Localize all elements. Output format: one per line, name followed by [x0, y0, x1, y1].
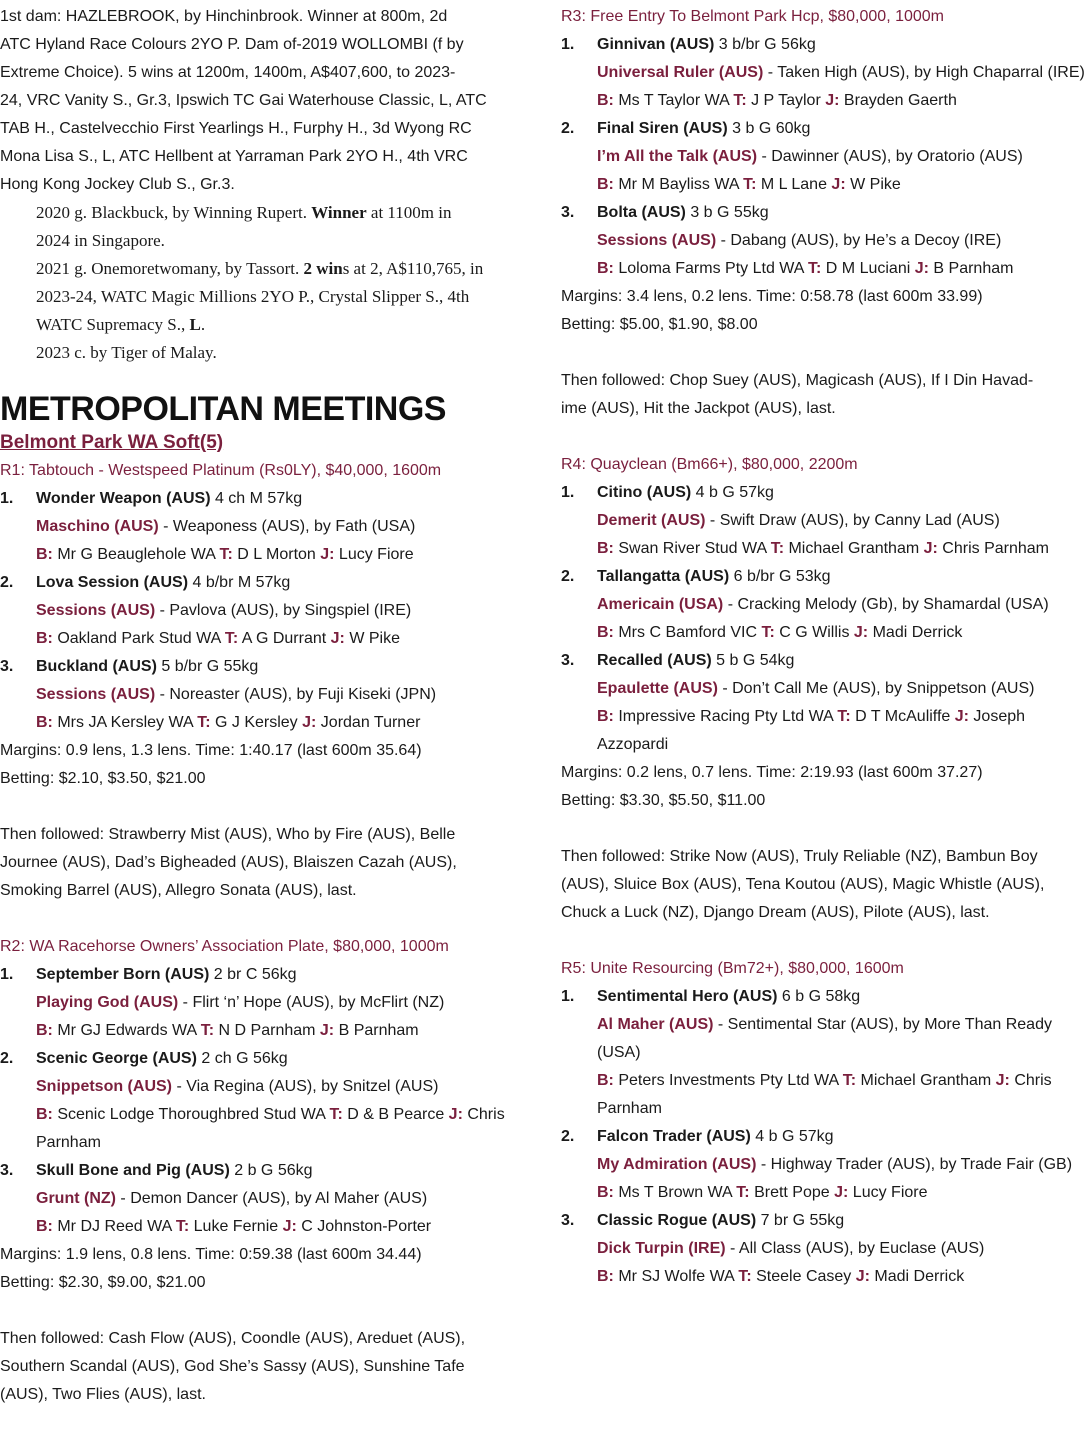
- dam-line: 1st dam: HAZLEBROOK, by Hinchinbrook. Winner at 800m, 2d: [0, 8, 448, 25]
- race-betting: Betting: $3.30, $5.50, $11.00: [561, 792, 766, 809]
- breeder-label: B:: [36, 630, 53, 647]
- race-title: R5: Unite Resourcing (Bm72+), $80,000, 1600m: [561, 960, 904, 977]
- race-betting: Betting: $2.10, $3.50, $21.00: [0, 770, 206, 787]
- entry-horse-line: [561, 199, 1088, 227]
- entry-horse-line: [0, 1157, 528, 1185]
- left-races: [0, 457, 528, 1409]
- race-entry: [0, 569, 528, 653]
- dam-breeding: - Swift Draw (AUS), by Canny Lad (AUS): [705, 512, 1000, 529]
- spacer: [0, 1297, 528, 1325]
- horse-details: 2 ch G 56kg: [196, 1050, 288, 1067]
- horse-name: Recalled (AUS): [597, 652, 712, 669]
- finish-position: 3.: [561, 652, 575, 669]
- horse-name: Bolta (AUS): [597, 204, 686, 221]
- breeder-name: Ms T Brown WA: [613, 1184, 737, 1201]
- progeny-line: 2021 g. Onemoretwomany, by Tassort. 2 wins at 2, A$110,765, in: [36, 259, 484, 278]
- breeder-name: Mrs C Bamford VIC: [613, 624, 762, 641]
- meeting-title[interactable]: Belmont Park WA Soft(5): [0, 432, 224, 453]
- entry-horse-line: [561, 31, 1088, 59]
- entry-horse-line: [0, 653, 528, 681]
- finish-position: 1.: [561, 36, 575, 53]
- entry-breeding-line: [0, 513, 528, 541]
- breeder-name: Mrs JA Kersley WA: [52, 714, 198, 731]
- entry-connections-line: [561, 1067, 1088, 1123]
- dam-breeding: - Taken High (AUS), by High Chaparral (IRE): [763, 64, 1085, 81]
- race-title: R1: Tabtouch - Westspeed Platinum (Rs0LY), $40,000, 1600m: [0, 462, 442, 479]
- race-title: R4: Quayclean (Bm66+), $80,000, 2200m: [561, 456, 858, 473]
- followed-line: Then followed: Cash Flow (AUS), Coondle (AUS), Areduet (AUS),: [0, 1330, 466, 1347]
- jockey-name: Chris Parnham: [937, 540, 1050, 557]
- entry-connections-line: [0, 1101, 528, 1157]
- breeder-label: B:: [597, 624, 614, 641]
- finish-position: 1.: [561, 988, 575, 1005]
- followed-line: ime (AUS), Hit the Jackpot (AUS), last.: [561, 400, 836, 417]
- dam-line: 24, VRC Vanity S., Gr.3, Ipswich TC Gai Waterhouse Classic, L, ATC: [0, 92, 487, 109]
- entry-breeding-line: [561, 227, 1088, 255]
- entry-breeding-line: [0, 1185, 528, 1213]
- jockey-name: Brayden Gaerth: [839, 92, 957, 109]
- dam-breeding: - Cracking Melody (Gb), by Shamardal (USA): [723, 596, 1049, 613]
- entry-breeding-line: [561, 1151, 1088, 1179]
- trainer-name: Michael Grantham: [784, 540, 924, 557]
- breeder-label: B:: [36, 1218, 53, 1235]
- breeder-name: Loloma Farms Pty Ltd WA: [613, 260, 809, 277]
- sire-name: Dick Turpin (IRE): [597, 1240, 726, 1257]
- entry-connections-line: [0, 1213, 528, 1241]
- entry-connections-line: [561, 171, 1088, 199]
- entry-horse-line: [0, 569, 528, 597]
- jockey-name: Chris Parnham: [36, 1106, 505, 1151]
- left-column: [0, 3, 528, 1409]
- finish-position: 2.: [561, 568, 575, 585]
- jockey-name: Lucy Fiore: [848, 1184, 928, 1201]
- trainer-name: D & B Pearce: [342, 1106, 449, 1123]
- dam-breeding: - Pavlova (AUS), by Singspiel (IRE): [155, 602, 412, 619]
- trainer-label: T:: [808, 260, 822, 277]
- trainer-label: T:: [733, 92, 747, 109]
- dam-breeding: - All Class (AUS), by Euclase (AUS): [725, 1240, 985, 1257]
- trainer-label: T:: [761, 624, 775, 641]
- entry-connections-line: [0, 541, 528, 569]
- breeder-name: Mr G Beauglehole WA: [52, 546, 220, 563]
- jockey-label: J:: [320, 546, 335, 563]
- finish-position: 3.: [0, 658, 14, 675]
- finish-position: 2.: [561, 1128, 575, 1145]
- sire-name: Demerit (AUS): [597, 512, 706, 529]
- finish-position: 2.: [561, 120, 575, 137]
- finish-position: 3.: [561, 204, 575, 221]
- horse-details: 4 ch M 57kg: [210, 490, 303, 507]
- breeder-name: Swan River Stud WA: [613, 540, 771, 557]
- horse-details: 4 b G 57kg: [750, 1128, 834, 1145]
- jockey-name: C Johnston-Porter: [296, 1218, 432, 1235]
- entry-breeding-line: [0, 597, 528, 625]
- horse-details: 3 b G 55kg: [685, 204, 769, 221]
- section-heading: METROPOLITAN MEETINGS: [0, 390, 446, 428]
- dam-breeding: - Noreaster (AUS), by Fuji Kiseki (JPN): [155, 686, 437, 703]
- trainer-name: Luke Fernie: [189, 1218, 283, 1235]
- jockey-label: J:: [302, 714, 317, 731]
- dam-breeding: - Dabang (AUS), by He’s a Decoy (IRE): [716, 232, 1002, 249]
- spacer: [0, 793, 528, 821]
- trainer-label: T:: [329, 1106, 343, 1123]
- breeder-label: B:: [36, 714, 53, 731]
- jockey-label: J:: [834, 1184, 849, 1201]
- horse-details: 2 br C 56kg: [209, 966, 297, 983]
- breeder-label: B:: [597, 1184, 614, 1201]
- breeder-name: Peters Investments Pty Ltd WA: [613, 1072, 843, 1089]
- finish-position: 3.: [561, 1212, 575, 1229]
- race-entry: [561, 983, 1088, 1123]
- race-betting: Betting: $5.00, $1.90, $8.00: [561, 316, 758, 333]
- followed-line: (AUS), Sluice Box (AUS), Tena Koutou (AUS), Magic Whistle (AUS),: [561, 876, 1045, 893]
- dam-breeding: - Weaponess (AUS), by Fath (USA): [158, 518, 416, 535]
- entry-breeding-line: [561, 591, 1088, 619]
- entry-horse-line: [561, 983, 1088, 1011]
- breeder-label: B:: [597, 708, 614, 725]
- trainer-name: J P Taylor: [746, 92, 826, 109]
- trainer-label: T:: [224, 630, 239, 647]
- breeder-label: B:: [597, 260, 614, 277]
- sire-name: Al Maher (AUS): [597, 1016, 714, 1033]
- followed-line: Smoking Barrel (AUS), Allegro Sonata (AUS), last.: [0, 882, 357, 899]
- dam-line: TAB H., Castelvecchio First Yearlings H., Furphy H., 3d Wyong RC: [0, 120, 472, 137]
- sire-name: Sessions (AUS): [36, 602, 156, 619]
- breeder-name: Impressive Racing Pty Ltd WA: [613, 708, 838, 725]
- sire-name: Sessions (AUS): [597, 232, 717, 249]
- entry-breeding-line: [561, 675, 1088, 703]
- trainer-label: T:: [837, 708, 851, 725]
- horse-name: Tallangatta (AUS): [597, 568, 730, 585]
- entry-horse-line: [561, 1123, 1088, 1151]
- progeny-bold: Winner: [311, 203, 367, 222]
- entry-horse-line: [561, 563, 1088, 591]
- entry-connections-line: [561, 535, 1088, 563]
- trainer-name: D M Luciani: [821, 260, 915, 277]
- breeder-name: Mr SJ Wolfe WA: [613, 1268, 739, 1285]
- horse-details: 4 b G 57kg: [691, 484, 774, 501]
- trainer-name: A G Durrant: [238, 630, 331, 647]
- jockey-name: W Pike: [845, 176, 901, 193]
- race-margins: Margins: 0.9 lens, 1.3 lens. Time: 1:40.17 (last 600m 35.64): [0, 742, 422, 759]
- breeder-name: Mr M Bayliss WA: [613, 176, 744, 193]
- race-margins: Margins: 3.4 lens, 0.2 lens. Time: 0:58.78 (last 600m 33.99): [561, 288, 983, 305]
- jockey-name: Chris Parnham: [597, 1072, 1052, 1117]
- horse-details: 7 br G 55kg: [756, 1212, 845, 1229]
- jockey-label: J:: [330, 630, 345, 647]
- jockey-label: J:: [914, 260, 929, 277]
- followed-line: Then followed: Strawberry Mist (AUS), Who by Fire (AUS), Belle: [0, 826, 456, 843]
- progeny-list: [0, 199, 528, 367]
- trainer-label: T:: [770, 540, 785, 557]
- trainer-name: C G Willis: [774, 624, 854, 641]
- breeder-label: B:: [36, 1022, 53, 1039]
- horse-details: 5 b G 54kg: [711, 652, 795, 669]
- progeny-line: WATC Supremacy S., L.: [36, 315, 206, 334]
- horse-name: Final Siren (AUS): [597, 120, 728, 137]
- followed-line: Journee (AUS), Dad’s Bigheaded (AUS), Blaiszen Cazah (AUS),: [0, 854, 457, 871]
- horse-details: 3 b/br G 56kg: [714, 36, 816, 53]
- trainer-name: Brett Pope: [749, 1184, 835, 1201]
- spacer: [0, 905, 528, 933]
- jockey-name: Jordan Turner: [316, 714, 421, 731]
- progeny-bold: L: [189, 315, 201, 334]
- sire-name: Americain (USA): [597, 596, 724, 613]
- entry-breeding-line: [561, 143, 1088, 171]
- trainer-label: T:: [175, 1218, 190, 1235]
- race-entry: [0, 961, 528, 1045]
- entry-connections-line: [561, 1263, 1088, 1291]
- trainer-label: T:: [197, 714, 211, 731]
- race-entry: [0, 653, 528, 737]
- breeder-label: B:: [597, 1072, 614, 1089]
- progeny-line: 2020 g. Blackbuck, by Winning Rupert. Winner at 1100m in: [36, 203, 452, 222]
- horse-details: 6 b G 58kg: [777, 988, 861, 1005]
- followed-line: (AUS), Two Flies (AUS), last.: [0, 1386, 206, 1403]
- sire-name: Universal Ruler (AUS): [597, 64, 764, 81]
- trainer-label: T:: [200, 1022, 215, 1039]
- dam-breeding: - Don’t Call Me (AUS), by Snippetson (AUS): [717, 680, 1035, 697]
- entry-breeding-line: [561, 507, 1088, 535]
- finish-position: 3.: [0, 1162, 14, 1179]
- entry-horse-line: [561, 479, 1088, 507]
- breeder-label: B:: [597, 540, 614, 557]
- jockey-label: J:: [995, 1072, 1010, 1089]
- jockey-name: B Parnham: [928, 260, 1014, 277]
- entry-connections-line: [561, 1179, 1088, 1207]
- entry-breeding-line: [0, 1073, 528, 1101]
- spacer: [561, 815, 1088, 843]
- horse-name: Wonder Weapon (AUS): [36, 490, 211, 507]
- race-margins: Margins: 1.9 lens, 0.8 lens. Time: 0:59.38 (last 600m 34.44): [0, 1246, 422, 1263]
- dam-breeding: - Sentimental Star (AUS), by More Than Ready (USA): [597, 1016, 1052, 1061]
- finish-position: 2.: [0, 574, 14, 591]
- race-block: [561, 451, 1088, 927]
- entry-connections-line: [0, 709, 528, 737]
- jockey-label: J:: [855, 1268, 870, 1285]
- trainer-name: N D Parnham: [214, 1022, 320, 1039]
- dam-breeding: - Via Regina (AUS), by Snitzel (AUS): [172, 1078, 439, 1095]
- entry-horse-line: [0, 1045, 528, 1073]
- trainer-label: T:: [219, 546, 233, 563]
- entry-breeding-line: [0, 681, 528, 709]
- breeder-label: B:: [597, 92, 614, 109]
- breeder-name: Mr GJ Edwards WA: [52, 1022, 201, 1039]
- trainer-name: Steele Casey: [751, 1268, 856, 1285]
- jockey-name: B Parnham: [334, 1022, 419, 1039]
- horse-name: Sentimental Hero (AUS): [597, 988, 778, 1005]
- spacer: [561, 339, 1088, 367]
- entry-connections-line: [0, 1017, 528, 1045]
- jockey-label: J:: [282, 1218, 297, 1235]
- jockey-label: J:: [831, 176, 846, 193]
- horse-name: Buckland (AUS): [36, 658, 157, 675]
- race-entry: [561, 199, 1088, 283]
- dam-paragraph: [0, 3, 528, 199]
- entry-horse-line: [0, 485, 528, 513]
- jockey-label: J:: [319, 1022, 335, 1039]
- race-entry: [561, 31, 1088, 115]
- finish-position: 1.: [0, 966, 14, 983]
- dam-breeding: - Dawinner (AUS), by Oratorio (AUS): [757, 148, 1023, 165]
- trainer-name: G J Kersley: [210, 714, 303, 731]
- jockey-name: Lucy Fiore: [334, 546, 414, 563]
- entry-connections-line: [561, 703, 1088, 759]
- race-entry: [0, 1045, 528, 1157]
- trainer-name: Michael Grantham: [856, 1072, 996, 1089]
- entry-breeding-line: [0, 989, 528, 1017]
- breeder-name: Mr DJ Reed WA: [52, 1218, 176, 1235]
- sire-name: My Admiration (AUS): [597, 1156, 757, 1173]
- sire-name: Grunt (NZ): [36, 1190, 116, 1207]
- right-column: [561, 3, 1088, 1291]
- finish-position: 1.: [0, 490, 14, 507]
- entry-horse-line: [561, 647, 1088, 675]
- entry-connections-line: [561, 619, 1088, 647]
- race-block: [0, 933, 528, 1409]
- entry-horse-line: [561, 115, 1088, 143]
- dam-breeding: - Highway Trader (AUS), by Trade Fair (GB): [756, 1156, 1073, 1173]
- jockey-name: Madi Derrick: [868, 624, 963, 641]
- breeder-name: Ms T Taylor WA: [613, 92, 734, 109]
- jockey-name: Joseph Azzopardi: [597, 708, 1026, 753]
- trainer-label: T:: [743, 176, 757, 193]
- jockey-label: J:: [825, 92, 840, 109]
- horse-name: September Born (AUS): [36, 966, 210, 983]
- race-title: R3: Free Entry To Belmont Park Hcp, $80,000, 1000m: [561, 8, 945, 25]
- horse-name: Scenic George (AUS): [36, 1050, 197, 1067]
- horse-details: 4 b/br M 57kg: [188, 574, 291, 591]
- sire-name: Epaulette (AUS): [597, 680, 718, 697]
- dam-line: ATC Hyland Race Colours 2YO P. Dam of-2019 WOLLOMBI (f by: [0, 36, 464, 53]
- entry-breeding-line: [561, 1011, 1088, 1067]
- breeder-name: Oakland Park Stud WA: [52, 630, 225, 647]
- race-entry: [561, 479, 1088, 563]
- breeder-name: Scenic Lodge Thoroughbred Stud WA: [52, 1106, 330, 1123]
- trainer-name: M L Lane: [756, 176, 832, 193]
- race-title: R2: WA Racehorse Owners’ Association Plate, $80,000, 1000m: [0, 938, 449, 955]
- followed-line: Chuck a Luck (NZ), Django Dream (AUS), Pilote (AUS), last.: [561, 904, 990, 921]
- breeder-label: B:: [597, 176, 614, 193]
- entry-connections-line: [0, 625, 528, 653]
- dam-breeding: - Demon Dancer (AUS), by Al Maher (AUS): [115, 1190, 428, 1207]
- race-margins: Margins: 0.2 lens, 0.7 lens. Time: 2:19.93 (last 600m 37.27): [561, 764, 983, 781]
- progeny-line: 2024 in Singapore.: [36, 231, 165, 250]
- breeder-label: B:: [36, 546, 53, 563]
- finish-position: 2.: [0, 1050, 14, 1067]
- entry-breeding-line: [561, 59, 1088, 87]
- jockey-label: J:: [923, 540, 938, 557]
- entry-horse-line: [561, 1207, 1088, 1235]
- entry-connections-line: [561, 255, 1088, 283]
- race-entry: [0, 1157, 528, 1241]
- race-block: [561, 955, 1088, 1291]
- race-entry: [561, 563, 1088, 647]
- trainer-name: D L Morton: [232, 546, 321, 563]
- horse-name: Citino (AUS): [597, 484, 692, 501]
- followed-line: Then followed: Strike Now (AUS), Truly Reliable (NZ), Bambun Boy: [561, 848, 1038, 865]
- progeny-line: 2023 c. by Tiger of Malay.: [36, 343, 217, 362]
- race-entry: [561, 1207, 1088, 1291]
- horse-details: 6 b/br G 53kg: [729, 568, 831, 585]
- horse-name: Classic Rogue (AUS): [597, 1212, 757, 1229]
- finish-position: 1.: [561, 484, 575, 501]
- right-races: [561, 3, 1088, 1291]
- sire-name: Playing God (AUS): [36, 994, 179, 1011]
- race-entry: [561, 115, 1088, 199]
- followed-line: Then followed: Chop Suey (AUS), Magicash (AUS), If I Din Havad-: [561, 372, 1034, 389]
- dam-line: Mona Lisa S., L, ATC Hellbent at Yarraman Park 2YO H., 4th VRC: [0, 148, 468, 165]
- sire-name: I’m All the Talk (AUS): [597, 148, 758, 165]
- sire-name: Maschino (AUS): [36, 518, 159, 535]
- horse-details: 5 b/br G 55kg: [156, 658, 259, 675]
- horse-name: Lova Session (AUS): [36, 574, 189, 591]
- trainer-label: T:: [738, 1268, 752, 1285]
- entry-horse-line: [0, 961, 528, 989]
- race-block: [0, 457, 528, 905]
- followed-line: Southern Scandal (AUS), God She’s Sassy (AUS), Sunshine Tafe: [0, 1358, 465, 1375]
- dam-line: Hong Kong Jockey Club S., Gr.3.: [0, 176, 235, 193]
- trainer-label: T:: [842, 1072, 857, 1089]
- horse-name: Skull Bone and Pig (AUS): [36, 1162, 230, 1179]
- race-block: [561, 3, 1088, 423]
- trainer-name: D T McAuliffe: [850, 708, 955, 725]
- spacer: [561, 927, 1088, 955]
- jockey-label: J:: [448, 1106, 463, 1123]
- race-entry: [561, 647, 1088, 759]
- breeder-label: B:: [36, 1106, 53, 1123]
- spacer: [561, 423, 1088, 451]
- jockey-name: Madi Derrick: [869, 1268, 965, 1285]
- horse-name: Falcon Trader (AUS): [597, 1128, 751, 1145]
- trainer-label: T:: [736, 1184, 750, 1201]
- progeny-line: 2023-24, WATC Magic Millions 2YO P., Crystal Slipper S., 4th: [36, 287, 470, 306]
- sire-name: Sessions (AUS): [36, 686, 156, 703]
- progeny-bold: 2 win: [303, 259, 343, 278]
- entry-breeding-line: [561, 1235, 1088, 1263]
- jockey-name: W Pike: [344, 630, 400, 647]
- dam-line: Extreme Choice). 5 wins at 1200m, 1400m, A$407,600, to 2023-: [0, 64, 456, 81]
- jockey-label: J:: [853, 624, 869, 641]
- entry-connections-line: [561, 87, 1088, 115]
- dam-breeding: - Flirt ‘n’ Hope (AUS), by McFlirt (NZ): [178, 994, 445, 1011]
- sire-name: Snippetson (AUS): [36, 1078, 172, 1095]
- race-entry: [0, 485, 528, 569]
- breeder-label: B:: [597, 1268, 614, 1285]
- horse-details: 3 b G 60kg: [727, 120, 811, 137]
- horse-details: 2 b G 56kg: [229, 1162, 313, 1179]
- horse-name: Ginnivan (AUS): [597, 36, 715, 53]
- race-betting: Betting: $2.30, $9.00, $21.00: [0, 1274, 206, 1291]
- race-entry: [561, 1123, 1088, 1207]
- jockey-label: J:: [954, 708, 969, 725]
